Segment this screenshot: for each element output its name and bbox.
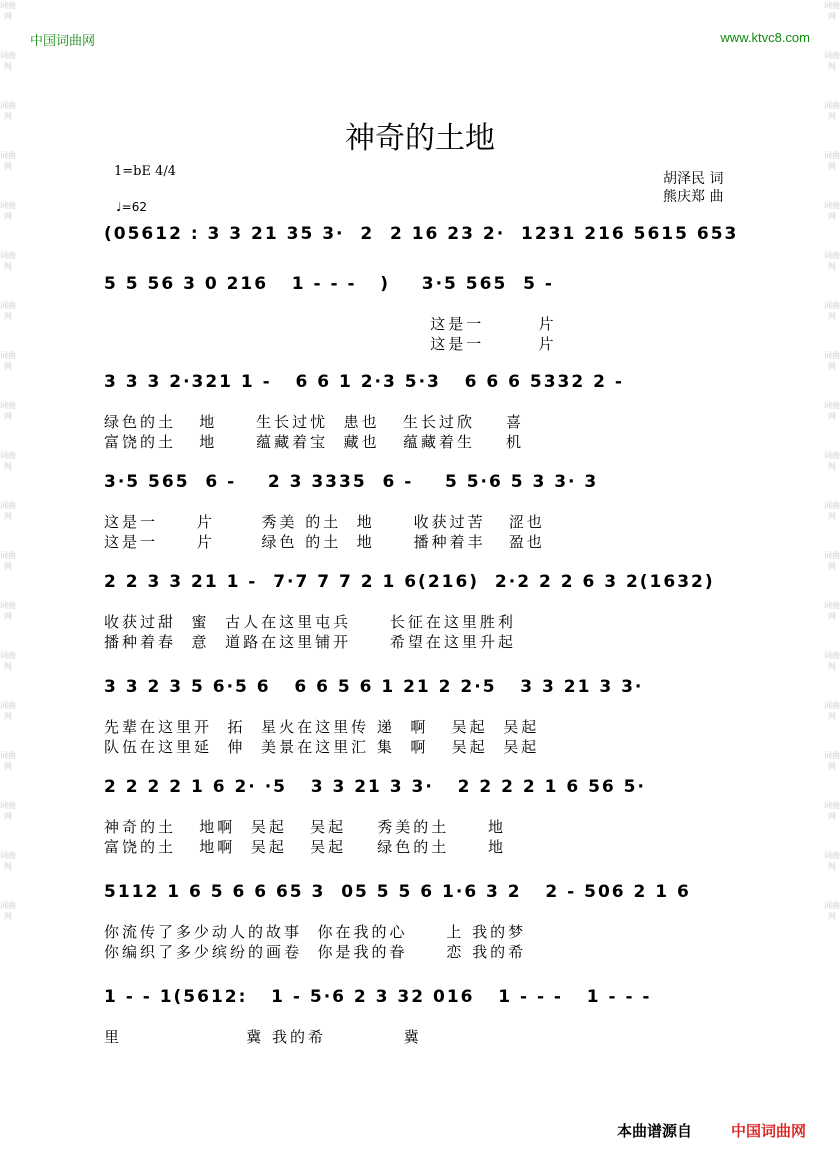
watermark-glyph: 词曲网 — [824, 1, 840, 21]
watermark-glyph: 词曲网 — [0, 601, 16, 621]
watermark-glyph: 词曲网 — [824, 751, 840, 771]
watermark-glyph: 词曲网 — [0, 51, 16, 71]
watermark-glyph: 词曲网 — [0, 551, 16, 571]
watermark-glyph: 词曲网 — [824, 201, 840, 221]
watermark-glyph: 词曲网 — [824, 151, 840, 171]
watermark-glyph: 词曲网 — [0, 851, 16, 871]
watermark-glyph: 词曲网 — [824, 501, 840, 521]
score-line — [104, 775, 766, 857]
lyric-line: 这是一 片 — [104, 315, 557, 333]
watermark-glyph: 词曲网 — [0, 401, 16, 421]
watermark-glyph: 词曲网 — [824, 451, 840, 471]
site-name-left[interactable]: 中国词曲网 — [30, 34, 96, 49]
score-line — [104, 470, 766, 552]
watermark-glyph: 词曲网 — [0, 301, 16, 321]
score-line — [104, 985, 766, 1047]
notation-line: 2 2 2 2 1 6 2· ·5 3 3 21 3 3· 2 2 2 2 1 6 56 5· — [104, 777, 646, 797]
notation-line: 5112 1 6 5 6 6 65 3 05 5 5 6 1·6 3 2 2 - 506 2 1 6 — [104, 882, 691, 902]
tempo-mark: ♩=62 — [116, 200, 147, 214]
credits — [663, 170, 723, 206]
watermark-glyph: 词曲网 — [0, 901, 16, 921]
lyric-line: 富饶的土 地啊 吴起 吴起 绿色的土 地 — [104, 838, 507, 856]
watermark-glyph: 词曲网 — [824, 601, 840, 621]
watermark-glyph: 词曲网 — [0, 651, 16, 671]
watermark-glyph: 词曲网 — [824, 551, 840, 571]
watermark-glyph: 词曲网 — [0, 501, 16, 521]
watermark-glyph: 词曲网 — [0, 101, 16, 121]
watermark-glyph: 词曲网 — [824, 851, 840, 871]
watermark-glyph: 词曲网 — [824, 101, 840, 121]
watermark-glyph: 词曲网 — [0, 251, 16, 271]
lyric-line: 神奇的土 地啊 吴起 吴起 秀美的土 地 — [104, 818, 507, 836]
score-line — [104, 675, 766, 757]
watermark-glyph: 词曲网 — [824, 801, 840, 821]
watermark-glyph: 词曲网 — [824, 401, 840, 421]
notation-line: 3 3 2 3 5 6·5 6 6 6 5 6 1 21 2 2·5 3 3 21 3 3· — [104, 677, 644, 697]
site-url-right[interactable]: www.ktvc8.com — [720, 30, 810, 45]
notation-line: 1 - - 1(5612: 1 - 5·6 2 3 32 016 1 - - - 1 - - - — [104, 987, 652, 1007]
watermark-glyph: 词曲网 — [0, 201, 16, 221]
watermark-glyph: 词曲网 — [0, 351, 16, 371]
watermark-glyph: 词曲网 — [824, 651, 840, 671]
lyric-line: 队伍在这里延 伸 美景在这里汇 集 啊 吴起 吴起 — [104, 738, 540, 756]
watermark-glyph: 词曲网 — [824, 901, 840, 921]
lyric-line: 富饶的土 地 蕴藏着宝 藏也 蕴藏着生 机 — [104, 433, 525, 451]
watermark-glyph: 词曲网 — [824, 51, 840, 71]
lyric-line: 里 冀 我的希 冀 — [104, 1028, 422, 1046]
source-site[interactable]: 中国词曲网 — [730, 1122, 806, 1140]
score-line — [104, 880, 766, 962]
watermark-glyph: 词曲网 — [0, 801, 16, 821]
watermark-glyph: 词曲网 — [824, 701, 840, 721]
score-line — [104, 370, 766, 452]
notation-line: 3 3 3 2·321 1 - 6 6 1 2·3 5·3 6 6 6 5332 2 - — [104, 372, 624, 392]
watermark-glyph: 词曲网 — [0, 1, 16, 21]
notation-line: (05612 : 3 3 21 35 3· 2 2 16 23 2· 1231 216 5615 653 — [104, 224, 739, 244]
lyric-line: 播种着春 意 道路在这里铺开 希望在这里升起 — [104, 633, 516, 651]
notation-line: 5 5 56 3 0 216 1 - - - ) 3·5 565 5 - — [104, 274, 554, 294]
lyricist-credit: 胡泽民 词 — [663, 171, 724, 187]
notation-line: 2 2 3 3 21 1 - 7·7 7 7 2 1 6(216) 2·2 2 2 6 3 2(1632) — [104, 572, 715, 592]
score-line — [104, 570, 766, 652]
lyric-line: 这是一 片 绿色 的土 地 播种着丰 盈也 — [104, 533, 545, 551]
lyric-line: 你流传了多少动人的故事 你在我的心 上 我的梦 — [104, 923, 527, 941]
watermark-glyph: 词曲网 — [0, 751, 16, 771]
lyric-line: 这是一 片 秀美 的土 地 收获过苦 涩也 — [104, 513, 545, 531]
lyric-line: 收获过甜 蜜 古人在这里屯兵 长征在这里胜利 — [104, 613, 516, 631]
key-signature: 1=bE 4/4 — [114, 164, 177, 179]
watermark-glyph: 词曲网 — [0, 701, 16, 721]
watermark-glyph: 词曲网 — [824, 351, 840, 371]
lyric-line: 你编织了多少缤纷的画卷 你是我的眷 恋 我的希 — [104, 943, 527, 961]
watermark-right — [824, 0, 840, 1169]
composer-credit: 熊庆郑 曲 — [663, 189, 724, 205]
notation-line: 3·5 565 6 - 2 3 3335 6 - 5 5·6 5 3 3· 3 — [104, 472, 599, 492]
score-line — [104, 222, 766, 246]
lyric-line: 先辈在这里开 拓 星火在这里传 递 啊 吴起 吴起 — [104, 718, 540, 736]
lyric-line: 绿色的土 地 生长过忧 患也 生长过欣 喜 — [104, 413, 525, 431]
song-title: 神奇的土地 — [345, 121, 495, 156]
lyric-line: 这是一 片 — [104, 335, 557, 353]
watermark-left — [0, 0, 16, 1169]
watermark-glyph: 词曲网 — [0, 451, 16, 471]
watermark-glyph: 词曲网 — [0, 151, 16, 171]
source-label: 本曲谱源自 — [616, 1122, 692, 1140]
watermark-glyph: 词曲网 — [824, 251, 840, 271]
score-line — [104, 272, 766, 354]
watermark-glyph: 词曲网 — [824, 301, 840, 321]
